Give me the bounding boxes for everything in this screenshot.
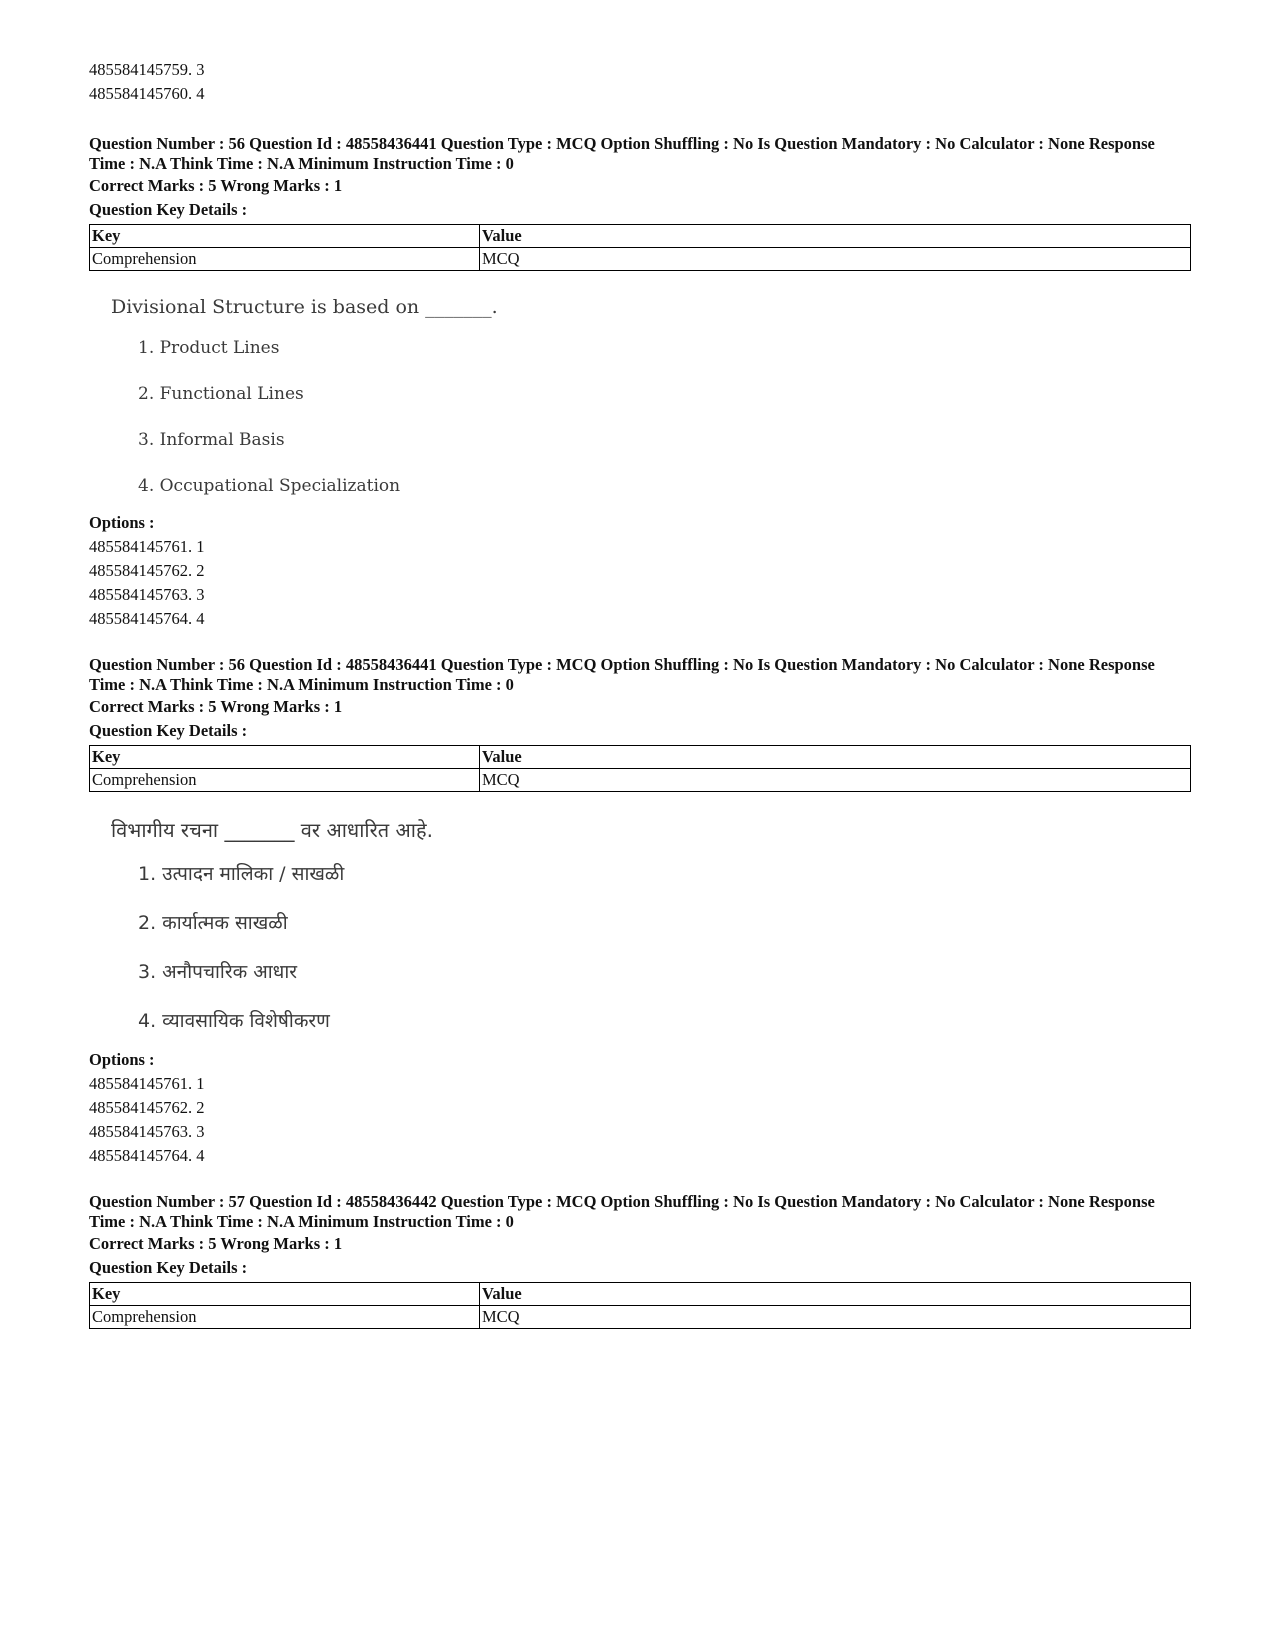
question-image <box>111 804 1191 1048</box>
option-line: 485584145763. 3 <box>89 1122 205 1141</box>
document-page <box>89 58 1191 1341</box>
value-header: Value <box>480 225 1191 248</box>
option-line: 485584145762. 2 <box>89 561 205 580</box>
question-option: 3. Informal Basis <box>138 430 285 450</box>
marks-line: Correct Marks : 5 Wrong Marks : 1 <box>89 697 343 716</box>
key-header: Key <box>90 1283 480 1306</box>
question-text: Divisional Structure is based on _______. <box>111 296 498 318</box>
question-text: विभागीय रचना _______ वर आधारित आहे. <box>111 818 433 842</box>
question-image <box>111 283 1191 511</box>
option-line: 485584145761. 1 <box>89 1074 205 1093</box>
marks-line: Correct Marks : 5 Wrong Marks : 1 <box>89 1234 343 1253</box>
key-value-table <box>89 1282 1191 1329</box>
question-header: Question Number : 56 Question Id : 48558436441 Question Type : MCQ Option Shuffling : No Is Question Mandatory : No Calculator : None Response Time : N.A Think Time : N.A Minimum Instruction Time : 0 <box>89 655 1155 694</box>
question-option: 4. व्यावसायिक विशेषीकरण <box>138 1010 330 1032</box>
key-details-label: Question Key Details : <box>89 721 248 740</box>
question-option: 3. अनौपचारिक आधार <box>138 961 298 983</box>
value-cell: MCQ <box>480 248 1191 271</box>
key-value-table <box>89 745 1191 792</box>
question-option: 1. उत्पादन मालिका / साखळी <box>138 863 345 885</box>
option-line: 485584145761. 1 <box>89 537 205 556</box>
question-option: 2. Functional Lines <box>138 384 304 404</box>
value-cell: MCQ <box>480 769 1191 792</box>
key-details-label: Question Key Details : <box>89 200 248 219</box>
option-line: 485584145763. 3 <box>89 585 205 604</box>
option-line: 485584145760. 4 <box>89 84 205 103</box>
key-cell: Comprehension <box>90 769 480 792</box>
options-label: Options : <box>89 1050 155 1069</box>
marks-line: Correct Marks : 5 Wrong Marks : 1 <box>89 176 343 195</box>
question-header: Question Number : 56 Question Id : 48558436441 Question Type : MCQ Option Shuffling : No Is Question Mandatory : No Calculator : None Response Time : N.A Think Time : N.A Minimum Instruction Time : 0 <box>89 134 1155 173</box>
value-cell: MCQ <box>480 1306 1191 1329</box>
key-header: Key <box>90 746 480 769</box>
question-option: 2. कार्यात्मक साखळी <box>138 912 288 934</box>
key-details-label: Question Key Details : <box>89 1258 248 1277</box>
option-line: 485584145764. 4 <box>89 1146 205 1165</box>
value-header: Value <box>480 1283 1191 1306</box>
key-cell: Comprehension <box>90 1306 480 1329</box>
question-block <box>89 134 1191 631</box>
options-label: Options : <box>89 513 155 532</box>
question-block <box>89 1192 1191 1329</box>
option-line: 485584145762. 2 <box>89 1098 205 1117</box>
question-header: Question Number : 57 Question Id : 48558436442 Question Type : MCQ Option Shuffling : No Is Question Mandatory : No Calculator : None Response Time : N.A Think Time : N.A Minimum Instruction Time : 0 <box>89 1192 1155 1231</box>
question-option: 1. Product Lines <box>138 338 280 358</box>
option-line: 485584145759. 3 <box>89 60 205 79</box>
option-line: 485584145764. 4 <box>89 609 205 628</box>
previous-options <box>89 58 1191 106</box>
value-header: Value <box>480 746 1191 769</box>
key-cell: Comprehension <box>90 248 480 271</box>
key-header: Key <box>90 225 480 248</box>
key-value-table <box>89 224 1191 271</box>
question-block <box>89 655 1191 1168</box>
question-option: 4. Occupational Specialization <box>138 476 401 496</box>
